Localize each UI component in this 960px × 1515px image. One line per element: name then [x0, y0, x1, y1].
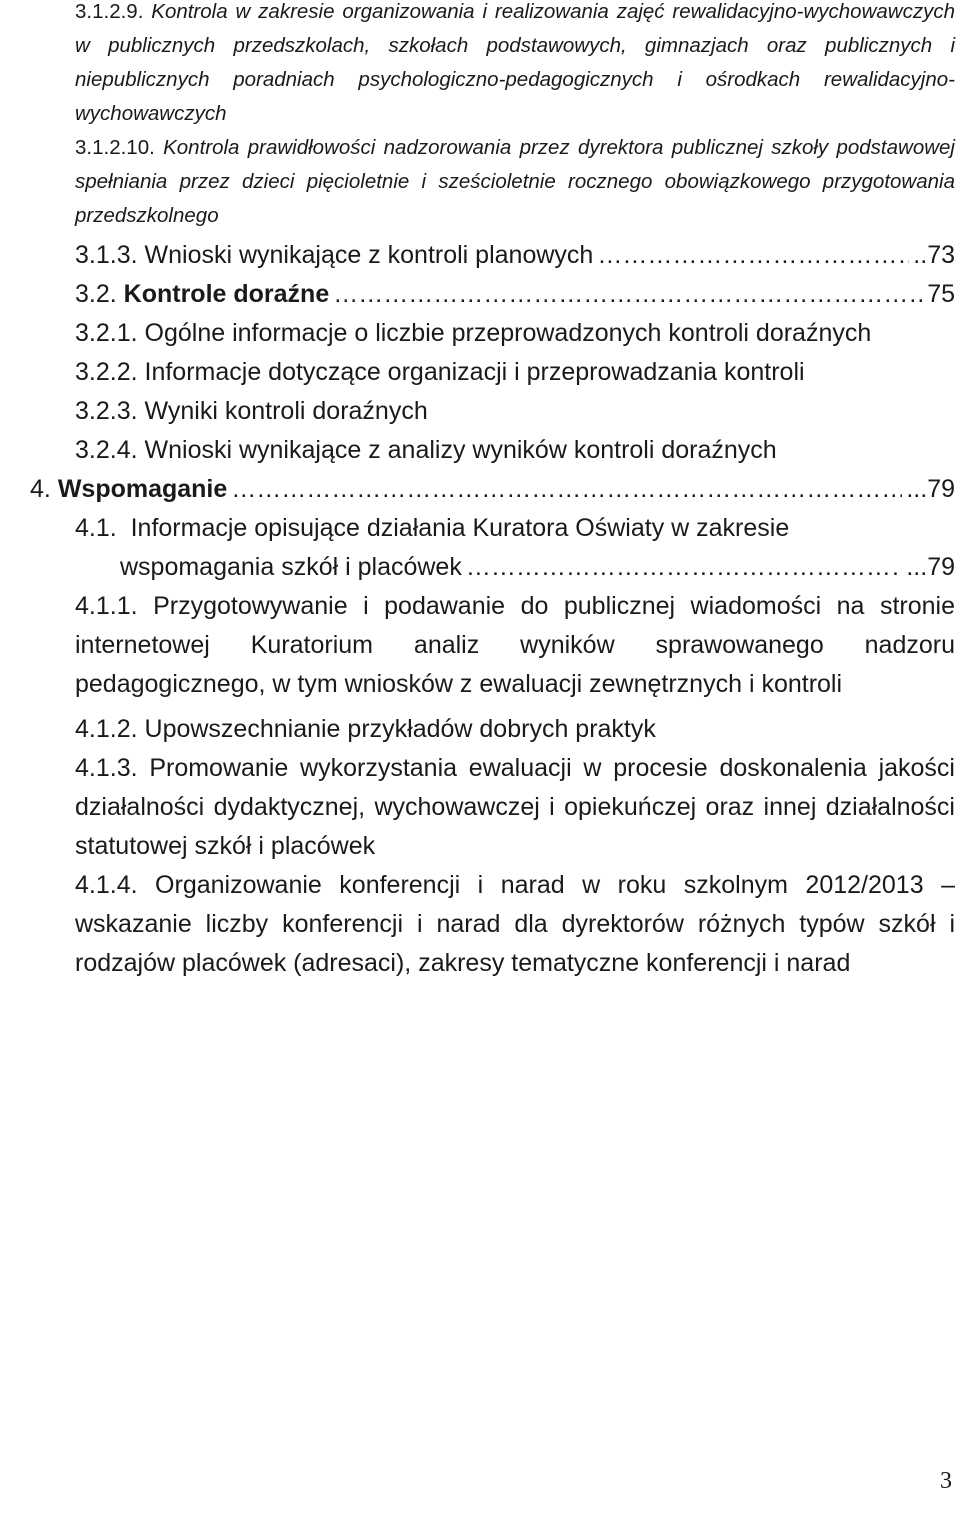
toc-entry-number: 4.1.	[75, 514, 117, 542]
toc-entry-number: 3.2.1.	[75, 319, 138, 347]
toc-leader-end: ..	[913, 241, 928, 269]
toc-entry-4-1[interactable]	[75, 509, 955, 587]
toc-leader-end: ...	[906, 553, 928, 581]
toc-entry-4-1-1[interactable]	[75, 587, 955, 704]
toc-page	[30, 0, 955, 983]
toc-entry-3-2[interactable]	[75, 275, 955, 314]
toc-entry-number: 3.1.2.9.	[75, 0, 144, 23]
toc-leader-dots	[597, 236, 909, 275]
toc-entry-text: Informacje dotyczące organizacji i przeprowadzania kontroli	[144, 358, 805, 386]
toc-entry-number: 3.2.2.	[75, 358, 138, 386]
toc-entry-text: Wspomaganie	[57, 475, 228, 503]
toc-entry-text: Organizowanie konferencji i narad w roku szkolnym 2012/2013 – wskazanie liczby konferencji i narad dla dyrektorów różnych typów szkół i rodzajów placówek (adresaci), zakresy tematyczne konferencji i narad	[75, 871, 955, 977]
toc-entry-number: 3.2.4.	[75, 436, 138, 464]
toc-entry-3-2-2[interactable]	[75, 353, 955, 392]
toc-entry-text-line1: Informacje opisujące działania Kuratora Oświaty w zakresie	[130, 514, 790, 542]
toc-entry-number: 4.1.2.	[75, 715, 138, 743]
toc-entry-number: 4.1.1.	[75, 592, 138, 620]
toc-page-number: 73	[927, 241, 955, 269]
toc-entry-3-2-1[interactable]	[75, 314, 955, 353]
toc-leader-dots	[231, 470, 902, 509]
toc-entry-text: Wyniki kontroli doraźnych	[144, 397, 428, 425]
toc-entry-4-1-4[interactable]	[75, 866, 955, 983]
toc-entry-text: Kontrola prawidłowości nadzorowania przez dyrektora publicznej szkoły podstawowej spełniania przez dzieci pięcioletnie i sześcioletnie rocznego obowiązkowego przygotowania przedszkolnego	[75, 136, 955, 227]
toc-entry-text: Wnioski wynikające z kontroli planowych	[144, 241, 594, 269]
toc-entry-3-1-3[interactable]	[75, 236, 955, 275]
toc-leader-dots	[466, 548, 903, 587]
toc-page-number: 75	[927, 280, 955, 308]
page-number: 3	[940, 1468, 952, 1494]
toc-entry-3-1-2-9	[75, 0, 955, 131]
toc-entry-3-2-3[interactable]	[75, 392, 955, 431]
toc-entry-4-1-3[interactable]	[75, 749, 955, 866]
toc-leader-dots	[333, 275, 923, 314]
toc-entry-3-1-2-10	[75, 131, 955, 233]
toc-page-number: 79	[927, 475, 955, 503]
toc-entry-text: Wnioski wynikające z analizy wyników kontroli doraźnych	[144, 436, 777, 464]
toc-entry-text: Promowanie wykorzystania ewaluacji w procesie doskonalenia jakości działalności dydaktycznej, wychowawczej i opiekuńczej oraz innej działalności statutowej szkół i placówek	[75, 754, 955, 860]
toc-entry-number: 4.1.4.	[75, 871, 138, 899]
toc-entry-number: 4.1.3.	[75, 754, 138, 782]
toc-entry-4[interactable]	[30, 470, 955, 509]
toc-entry-number: 4.	[30, 475, 51, 503]
toc-entry-number: 3.1.3.	[75, 241, 138, 269]
toc-entry-3-2-4[interactable]	[75, 431, 955, 470]
toc-entry-text: Ogólne informacje o liczbie przeprowadzonych kontroli doraźnych	[144, 319, 872, 347]
toc-entry-number: 3.2.	[75, 280, 117, 308]
toc-entry-text-line2: wspomagania szkół i placówek	[120, 553, 462, 581]
toc-entry-4-1-2[interactable]	[75, 710, 955, 749]
toc-entry-number: 3.1.2.10.	[75, 136, 155, 159]
toc-entry-text: Upowszechnianie przykładów dobrych praktyk	[144, 715, 656, 743]
toc-entry-text: Przygotowywanie i podawanie do publicznej wiadomości na stronie internetowej Kuratorium analiz wyników sprawowanego nadzoru pedagogicznego, w tym wniosków z ewaluacji zewnętrznych i kontroli	[75, 592, 955, 698]
toc-entry-text: Kontrola w zakresie organizowania i realizowania zajęć rewalidacyjno-wychowawczych w publicznych przedszkolach, szkołach podstawowych, gimnazjach oraz publicznych i niepublicznych poradniach psychologiczno-pedagogicznych i ośrodkach rewalidacyjno-wychowawczych	[75, 0, 955, 125]
toc-entry-text: Kontrole doraźne	[123, 280, 330, 308]
toc-page-number: 79	[927, 553, 955, 581]
toc-entry-number: 3.2.3.	[75, 397, 138, 425]
toc-leader-end: ...	[906, 475, 928, 503]
